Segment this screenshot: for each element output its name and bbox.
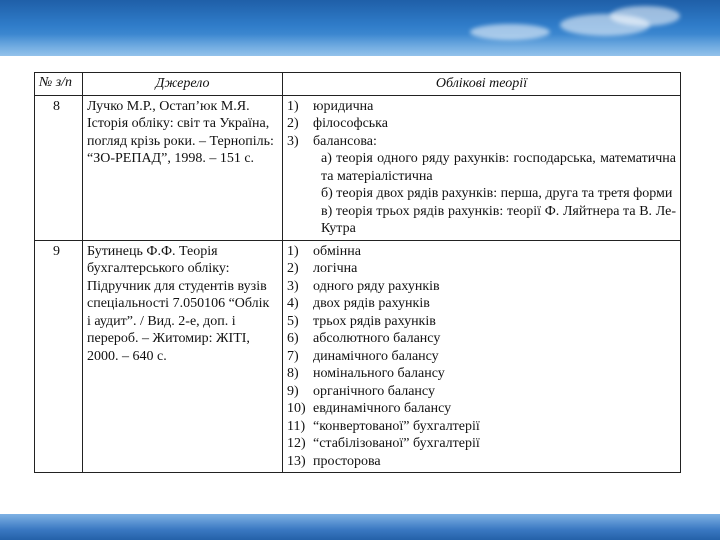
cloud-decoration — [470, 24, 550, 40]
list-item-text: евдинамічного балансу — [313, 401, 452, 416]
list-item — [287, 400, 676, 418]
banner-shine — [0, 34, 720, 56]
list-item-text: абсолютного балансу — [313, 331, 441, 346]
list-item — [287, 348, 676, 366]
row-number: 8 — [35, 95, 83, 240]
list-item — [287, 115, 676, 133]
list-item-number: 4) — [287, 296, 299, 311]
list-item — [287, 330, 676, 348]
list-item — [287, 418, 676, 436]
header-theories: Облікові теорії — [283, 73, 681, 96]
list-item-text: логічна — [313, 261, 358, 276]
sub-theory: б) теорія двох рядів рахунків: перша, друга та третя форми — [321, 186, 673, 201]
list-item-text: “стабілізованої” бухгалтерії — [313, 436, 480, 451]
list-item-number: 1) — [287, 98, 299, 114]
list-item-number: 2) — [287, 116, 299, 131]
list-item-number: 1) — [287, 243, 299, 259]
list-item-text: органічного балансу — [313, 383, 435, 399]
list-item-number: 6) — [287, 331, 299, 346]
list-item — [287, 365, 676, 383]
list-item-number: 8) — [287, 366, 299, 381]
list-item-text: номінального балансу — [313, 366, 445, 381]
list-item — [287, 435, 676, 453]
list-item — [287, 243, 676, 261]
sub-theory: а) теорія одного ряду рахунків: господарська, математична та матеріалістична — [321, 151, 676, 184]
list-item-text: балансова: — [313, 133, 377, 149]
theories-list — [287, 98, 676, 151]
cloud-decoration — [610, 6, 680, 26]
list-item-number: 10) — [287, 401, 306, 416]
table-header-row — [35, 73, 681, 96]
theories-list — [287, 243, 676, 471]
row-number: 9 — [35, 240, 83, 473]
list-item — [287, 133, 676, 151]
table-row — [35, 95, 681, 240]
list-item-number: 11) — [287, 418, 306, 434]
footer-bar — [0, 514, 720, 540]
header-num: № з/п — [35, 73, 83, 96]
list-item — [287, 260, 676, 278]
list-item-number: 7) — [287, 348, 299, 364]
list-item-text: просторова — [313, 453, 381, 469]
list-item-number: 2) — [287, 261, 299, 276]
list-item-number: 3) — [287, 278, 299, 294]
list-item-text: трьох рядів рахунків — [313, 313, 436, 329]
list-item-number: 9) — [287, 383, 299, 399]
list-item-text: обмінна — [313, 243, 361, 259]
list-item — [287, 295, 676, 313]
list-item-text: юридична — [313, 98, 374, 114]
list-item — [287, 453, 676, 471]
theories-table — [34, 72, 681, 473]
list-item-text: “конвертованої” бухгалтерії — [313, 418, 480, 434]
theories-cell — [283, 240, 681, 473]
list-item — [287, 383, 676, 401]
list-item-text: двох рядів рахунків — [313, 296, 430, 311]
list-item-number: 12) — [287, 436, 306, 451]
source-cell: Бутинець Ф.Ф. Теорія бухгалтерського обліку: Підручник для студентів вузів спеціальності 7.050106 “Облік і аудит”. / Вид. 2-е, доп. і перероб. – Житомир: ЖІТІ, 2000. – 640 с. — [83, 240, 283, 473]
list-item-text: одного ряду рахунків — [313, 278, 440, 294]
list-item — [287, 313, 676, 331]
list-item-text: динамічного балансу — [313, 348, 439, 364]
header-banner — [0, 0, 720, 56]
theories-cell — [283, 95, 681, 240]
header-source: Джерело — [83, 73, 283, 96]
sub-theory: в) теорія трьох рядів рахунків: теорії Ф. Ляйтнера та В. Ле-Кутра — [321, 203, 676, 236]
table-row — [35, 240, 681, 473]
list-item — [287, 98, 676, 116]
list-item-number: 5) — [287, 313, 299, 329]
list-item — [287, 278, 676, 296]
list-item-number: 3) — [287, 133, 299, 149]
source-cell: Лучко М.Р., Остап’юк М.Я. Історія обліку: світ та Україна, погляд крізь роки. – Тернопіль: “ЗО-РЕПАД”, 1998. – 151 с. — [83, 95, 283, 240]
list-item-number: 13) — [287, 453, 306, 469]
list-item-text: філософська — [313, 116, 388, 131]
